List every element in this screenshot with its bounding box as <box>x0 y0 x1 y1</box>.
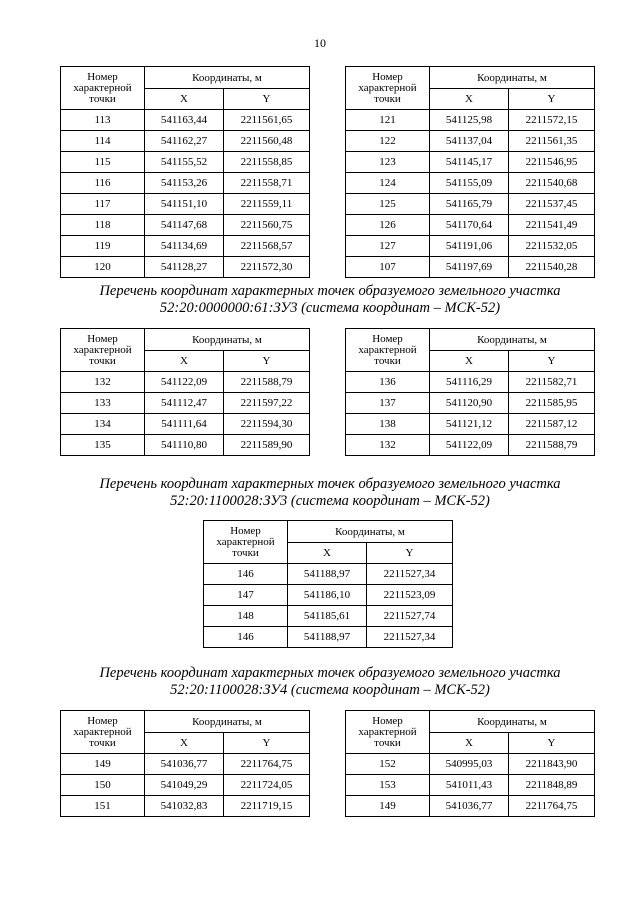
header-x: X <box>145 89 224 110</box>
header-y: Y <box>224 89 310 110</box>
x-coordinate-cell: 541147,68 <box>145 215 224 236</box>
header-y: Y <box>367 543 453 564</box>
point-number-cell: 147 <box>204 585 288 606</box>
y-coordinate-cell: 2211589,90 <box>224 435 310 456</box>
header-point-number: Номер характерной точки <box>204 521 288 564</box>
point-number-cell: 150 <box>61 775 145 796</box>
point-number-cell: 119 <box>61 236 145 257</box>
table-row <box>346 131 595 152</box>
point-number-cell: 121 <box>346 110 430 131</box>
x-coordinate-cell: 541188,97 <box>288 627 367 648</box>
table-row <box>61 393 310 414</box>
header-coordinates: Координаты, м <box>145 67 310 89</box>
point-number-cell: 116 <box>61 173 145 194</box>
point-number-cell: 115 <box>61 152 145 173</box>
table-header-row <box>346 711 595 733</box>
point-number-cell: 134 <box>61 414 145 435</box>
table-header-row <box>61 329 310 351</box>
y-coordinate-cell: 2211764,75 <box>509 796 595 817</box>
y-coordinate-cell: 2211572,15 <box>509 110 595 131</box>
point-number-cell: 117 <box>61 194 145 215</box>
coordinates-table-1-0 <box>60 328 310 456</box>
point-number-cell: 132 <box>61 372 145 393</box>
table-row <box>61 131 310 152</box>
y-coordinate-cell: 2211764,75 <box>224 754 310 775</box>
header-x: X <box>430 89 509 110</box>
point-number-cell: 114 <box>61 131 145 152</box>
table-row <box>346 414 595 435</box>
x-coordinate-cell: 541186,10 <box>288 585 367 606</box>
table-row <box>61 110 310 131</box>
x-coordinate-cell: 541162,27 <box>145 131 224 152</box>
x-coordinate-cell: 541155,52 <box>145 152 224 173</box>
x-coordinate-cell: 541197,69 <box>430 257 509 278</box>
table-row <box>346 435 595 456</box>
table-row <box>61 414 310 435</box>
x-coordinate-cell: 541036,77 <box>430 796 509 817</box>
x-coordinate-cell: 541137,04 <box>430 131 509 152</box>
coordinates-table-2-0 <box>203 520 453 648</box>
table-row <box>61 257 310 278</box>
y-coordinate-cell: 2211568,57 <box>224 236 310 257</box>
y-coordinate-cell: 2211560,48 <box>224 131 310 152</box>
header-point-number: Номер характерной точки <box>61 329 145 372</box>
point-number-cell: 146 <box>204 564 288 585</box>
header-x: X <box>430 351 509 372</box>
x-coordinate-cell: 541145,17 <box>430 152 509 173</box>
table-row <box>204 606 453 627</box>
table-row <box>346 152 595 173</box>
table-row <box>346 257 595 278</box>
y-coordinate-cell: 2211527,34 <box>367 627 453 648</box>
header-point-number: Номер характерной точки <box>61 711 145 754</box>
table-row <box>346 775 595 796</box>
y-coordinate-cell: 2211588,79 <box>509 435 595 456</box>
coordinates-table-3-1 <box>345 710 595 817</box>
x-coordinate-cell: 541110,80 <box>145 435 224 456</box>
y-coordinate-cell: 2211537,45 <box>509 194 595 215</box>
header-y: Y <box>509 351 595 372</box>
y-coordinate-cell: 2211597,22 <box>224 393 310 414</box>
y-coordinate-cell: 2211560,75 <box>224 215 310 236</box>
table-row <box>61 372 310 393</box>
point-number-cell: 113 <box>61 110 145 131</box>
table-row <box>61 194 310 215</box>
header-coordinates: Координаты, м <box>145 329 310 351</box>
table-header-row <box>346 67 595 89</box>
table-row <box>346 194 595 215</box>
point-number-cell: 148 <box>204 606 288 627</box>
x-coordinate-cell: 540995,03 <box>430 754 509 775</box>
x-coordinate-cell: 541111,64 <box>145 414 224 435</box>
table-row <box>346 754 595 775</box>
y-coordinate-cell: 2211588,79 <box>224 372 310 393</box>
point-number-cell: 125 <box>346 194 430 215</box>
section-title-zu3-1100028: Перечень координат характерных точек образуемого земельного участка 52:20:1100028:ЗУ3 (система координат – МСК-52) <box>99 476 561 509</box>
x-coordinate-cell: 541122,09 <box>430 435 509 456</box>
x-coordinate-cell: 541011,43 <box>430 775 509 796</box>
table-row <box>61 754 310 775</box>
table-row <box>346 796 595 817</box>
table-row <box>61 236 310 257</box>
header-point-number: Номер характерной точки <box>346 67 430 110</box>
point-number-cell: 151 <box>61 796 145 817</box>
x-coordinate-cell: 541049,29 <box>145 775 224 796</box>
point-number-cell: 135 <box>61 435 145 456</box>
y-coordinate-cell: 2211587,12 <box>509 414 595 435</box>
point-number-cell: 124 <box>346 173 430 194</box>
table-row <box>346 215 595 236</box>
y-coordinate-cell: 2211561,35 <box>509 131 595 152</box>
header-coordinates: Координаты, м <box>430 67 595 89</box>
section-title-zu4-1100028: Перечень координат характерных точек образуемого земельного участка 52:20:1100028:ЗУ4 (система координат – МСК-52) <box>99 665 561 698</box>
x-coordinate-cell: 541122,09 <box>145 372 224 393</box>
y-coordinate-cell: 2211523,09 <box>367 585 453 606</box>
point-number-cell: 118 <box>61 215 145 236</box>
table-header-row <box>204 521 453 543</box>
header-y: Y <box>509 733 595 754</box>
y-coordinate-cell: 2211541,49 <box>509 215 595 236</box>
x-coordinate-cell: 541165,79 <box>430 194 509 215</box>
header-x: X <box>145 351 224 372</box>
x-coordinate-cell: 541125,98 <box>430 110 509 131</box>
header-x: X <box>430 733 509 754</box>
point-number-cell: 149 <box>346 796 430 817</box>
table-row <box>346 173 595 194</box>
x-coordinate-cell: 541170,64 <box>430 215 509 236</box>
y-coordinate-cell: 2211572,30 <box>224 257 310 278</box>
x-coordinate-cell: 541121,12 <box>430 414 509 435</box>
point-number-cell: 120 <box>61 257 145 278</box>
y-coordinate-cell: 2211561,65 <box>224 110 310 131</box>
table-row <box>204 627 453 648</box>
x-coordinate-cell: 541155,09 <box>430 173 509 194</box>
coordinates-table-0-0 <box>60 66 310 278</box>
header-y: Y <box>509 89 595 110</box>
table-row <box>346 236 595 257</box>
x-coordinate-cell: 541191,06 <box>430 236 509 257</box>
page-number: 10 <box>314 36 326 50</box>
header-point-number: Номер характерной точки <box>61 67 145 110</box>
y-coordinate-cell: 2211527,74 <box>367 606 453 627</box>
y-coordinate-cell: 2211848,89 <box>509 775 595 796</box>
point-number-cell: 107 <box>346 257 430 278</box>
y-coordinate-cell: 2211558,85 <box>224 152 310 173</box>
point-number-cell: 152 <box>346 754 430 775</box>
y-coordinate-cell: 2211724,05 <box>224 775 310 796</box>
x-coordinate-cell: 541151,10 <box>145 194 224 215</box>
x-coordinate-cell: 541120,90 <box>430 393 509 414</box>
x-coordinate-cell: 541163,44 <box>145 110 224 131</box>
point-number-cell: 146 <box>204 627 288 648</box>
table-header-row <box>346 329 595 351</box>
point-number-cell: 153 <box>346 775 430 796</box>
header-coordinates: Координаты, м <box>430 329 595 351</box>
point-number-cell: 136 <box>346 372 430 393</box>
point-number-cell: 127 <box>346 236 430 257</box>
point-number-cell: 132 <box>346 435 430 456</box>
y-coordinate-cell: 2211719,15 <box>224 796 310 817</box>
point-number-cell: 149 <box>61 754 145 775</box>
table-header-row <box>61 67 310 89</box>
table-row <box>61 435 310 456</box>
y-coordinate-cell: 2211540,28 <box>509 257 595 278</box>
y-coordinate-cell: 2211594,30 <box>224 414 310 435</box>
table-row <box>346 393 595 414</box>
point-number-cell: 126 <box>346 215 430 236</box>
table-row <box>61 173 310 194</box>
header-point-number: Номер характерной точки <box>346 711 430 754</box>
y-coordinate-cell: 2211532,05 <box>509 236 595 257</box>
x-coordinate-cell: 541036,77 <box>145 754 224 775</box>
table-row <box>204 585 453 606</box>
y-coordinate-cell: 2211546,95 <box>509 152 595 173</box>
header-x: X <box>288 543 367 564</box>
y-coordinate-cell: 2211559,11 <box>224 194 310 215</box>
header-x: X <box>145 733 224 754</box>
point-number-cell: 133 <box>61 393 145 414</box>
header-coordinates: Координаты, м <box>288 521 453 543</box>
x-coordinate-cell: 541188,97 <box>288 564 367 585</box>
x-coordinate-cell: 541032,83 <box>145 796 224 817</box>
x-coordinate-cell: 541134,69 <box>145 236 224 257</box>
header-y: Y <box>224 351 310 372</box>
y-coordinate-cell: 2211558,71 <box>224 173 310 194</box>
x-coordinate-cell: 541185,61 <box>288 606 367 627</box>
x-coordinate-cell: 541128,27 <box>145 257 224 278</box>
header-coordinates: Координаты, м <box>145 711 310 733</box>
table-row <box>61 796 310 817</box>
table-row <box>61 152 310 173</box>
y-coordinate-cell: 2211582,71 <box>509 372 595 393</box>
table-row <box>346 110 595 131</box>
coordinates-table-1-1 <box>345 328 595 456</box>
coordinates-table-3-0 <box>60 710 310 817</box>
y-coordinate-cell: 2211585,95 <box>509 393 595 414</box>
coordinates-table-0-1 <box>345 66 595 278</box>
table-row <box>61 775 310 796</box>
table-header-row <box>61 711 310 733</box>
x-coordinate-cell: 541153,26 <box>145 173 224 194</box>
table-row <box>61 215 310 236</box>
table-row <box>346 372 595 393</box>
header-coordinates: Координаты, м <box>430 711 595 733</box>
x-coordinate-cell: 541112,47 <box>145 393 224 414</box>
point-number-cell: 137 <box>346 393 430 414</box>
table-row <box>204 564 453 585</box>
header-y: Y <box>224 733 310 754</box>
header-point-number: Номер характерной точки <box>346 329 430 372</box>
y-coordinate-cell: 2211527,34 <box>367 564 453 585</box>
y-coordinate-cell: 2211843,90 <box>509 754 595 775</box>
y-coordinate-cell: 2211540,68 <box>509 173 595 194</box>
x-coordinate-cell: 541116,29 <box>430 372 509 393</box>
point-number-cell: 122 <box>346 131 430 152</box>
point-number-cell: 123 <box>346 152 430 173</box>
point-number-cell: 138 <box>346 414 430 435</box>
section-title-zu3-61: Перечень координат характерных точек образуемого земельного участка 52:20:0000000:61:ЗУ3 (система координат – МСК-52) <box>99 283 561 316</box>
